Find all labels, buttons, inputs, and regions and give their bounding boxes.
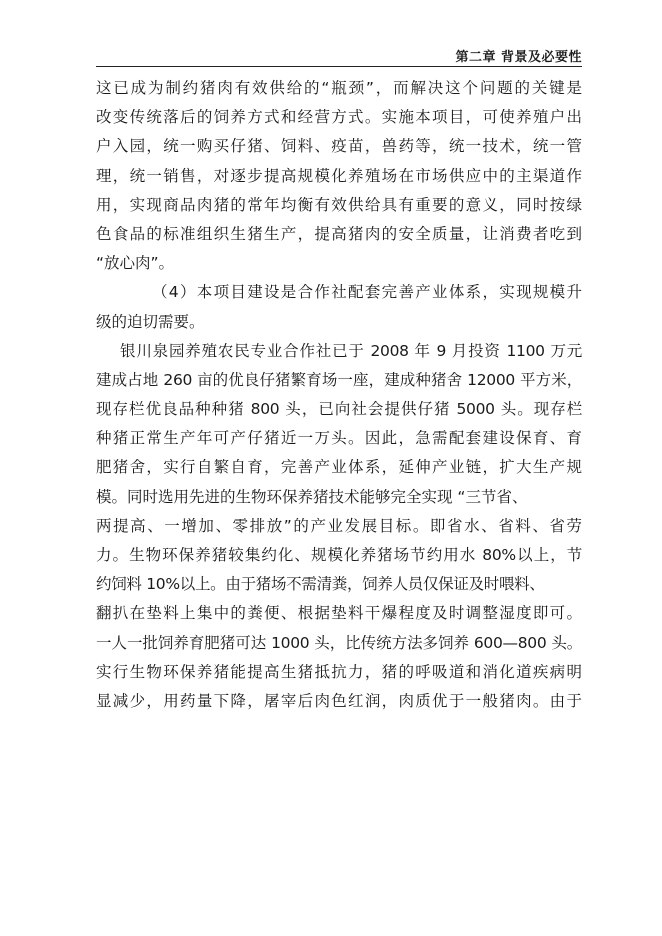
paragraph-line: 肥猪舍，实行自繁自育，完善产业体系，延伸产业链，扩大生产规 — [96, 458, 582, 477]
paragraph-line: “放心肉”。 — [96, 254, 175, 273]
paragraph-line: 实行生物环保养猪能提高生猪抵抗力，猪的呼吸道和消化道疾病明 — [96, 662, 582, 681]
paragraph-line: 建成占地 260 亩的优良仔猪繁育场一座，建成种猪舍 12000 平方米， — [96, 370, 582, 389]
paragraph-line: 色食品的标准组织生猪生产，提高猪肉的安全质量，让消费者吃到 — [96, 224, 582, 243]
paragraph-line: 模。同时选用先进的生物环保养猪技术能够完全实现 “三节省、 — [96, 487, 528, 506]
section-heading-line: 级的迫切需要。 — [96, 312, 205, 331]
document-body — [96, 74, 582, 716]
paragraph-line: 改变传统落后的饲养方式和经营方式。实施本项目，可使养殖户出 — [96, 108, 582, 127]
chapter-title: 第二章 背景及必要性 — [455, 50, 582, 65]
paragraph-line: 两提高、一增加、零排放”的产业发展目标。即省水、省料、省劳 — [96, 516, 582, 535]
paragraph-line: 户入园，统一购买仔猪、饲料、疫苗，兽药等，统一技术，统一管 — [96, 137, 582, 156]
paragraph-line: 翻扒在垫料上集中的粪便、根据垫料干爆程度及时调整湿度即可。 — [96, 604, 582, 623]
paragraph-line: 银川泉园养殖农民专业合作社已于 2008 年 9 月投资 1100 万元 — [120, 341, 582, 360]
page-header — [96, 44, 582, 67]
section-heading-line: （4）本项目建设是合作社配套完善产业体系，实现规模升 — [152, 283, 582, 302]
paragraph-line: 现存栏优良品种种猪 800 头，已向社会提供仔猪 5000 头。现存栏 — [96, 400, 582, 419]
paragraph-line: 约饲料 10%以上。由于猪场不需清粪，饲养人员仅保证及时喂料、 — [96, 575, 545, 594]
paragraph-line: 种猪正常生产年可产仔猪近一万头。因此，急需配套建设保育、育 — [96, 429, 582, 448]
paragraph-line: 力。生物环保养猪较集约化、规模化养猪场节约用水 80%以上，节 — [96, 546, 582, 564]
paragraph-line: 用，实现商品肉猪的常年均衡有效供给具有重要的意义，同时按绿 — [96, 195, 582, 214]
paragraph-line: 一人一批饲养育肥猪可达 1000 头，比传统方法多饲养 600—800 头。 — [96, 633, 582, 652]
paragraph-line: 这已成为制约猪肉有效供给的“瓶颈”，而解决这个问题的关键是 — [96, 79, 582, 97]
paragraph-line: 理，统一销售，对逐步提高规模化养殖场在市场供应中的主渠道作 — [96, 166, 582, 185]
paragraph-line: 显减少，用药量下降，屠宰后肉色红润，肉质优于一般猪肉。由于 — [96, 691, 582, 710]
